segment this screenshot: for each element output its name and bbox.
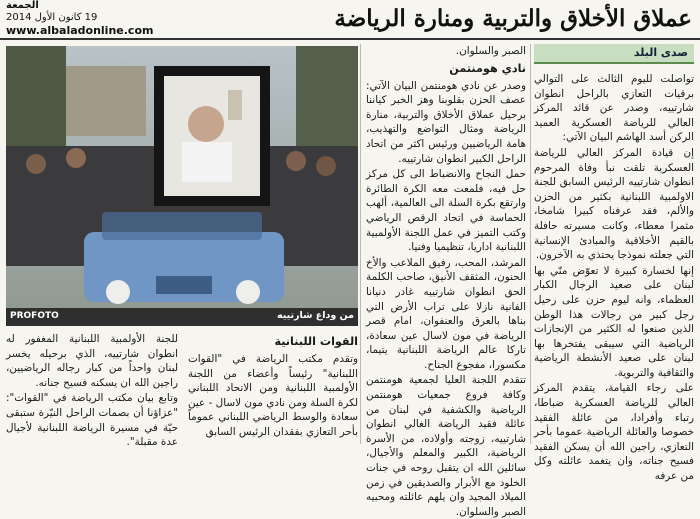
paragraph: على رجاء القيامة، يتقدم المركز العالي للرياضة العسكرية ضباطا، رتباء وأفرادا، من عائلة الفقيد خصوصا والعائلة الرياضية عموما بأحر التعازي، راجين الله أن يسكن الفقيد فسيح جناته، وان يتغمد عائلته وكل من عرفه — [534, 382, 694, 483]
paragraph: وصدر عن نادي هومنتمن البيان الآتي: عصف الحزن بقلوبنا وهز الخبر كياننا برحيل عملاق الأخلاق والتربية، منارة الرياضة ومثال التواضع والتهذيب، هامة الرياضيين ورئيس اكثر من اتحاد الراحل الكبير انطوان شارتييه. — [366, 79, 526, 165]
subhead-homenetmen: نادي هومنتمن — [449, 61, 526, 75]
paragraph: إنها لخسارة كبيرة لا تعوّض منّي بها لبنان على صعيد الرجال الكبار العظماء، وانه ليوم حزن على رحيل رجل كبير من رجالات هذا الوطن الذين صنعوا له الكثير من الإنجازات الرياضية التي سيبقى يفتخرها بها لبنان على صعيد الأنشطة الرياضية والثقافية والتربوية. — [534, 264, 694, 379]
sub-column-continuation — [6, 332, 178, 449]
photo-illustration — [6, 46, 358, 326]
column-divider — [360, 44, 361, 444]
site-url[interactable]: www.albaladonline.com — [6, 24, 154, 37]
paragraph: وتقدم مكتب الرياضة في "القوات اللبنانية" رئيساً وأعضاء من اللجنة الأولمبية اللبنانية ومن الاتحاد اللبناني لكرة السلة ومن نادي مون لاسال - عين سعادة والوسط الرياضي اللبناني عموماً بأحر التعازي بفقدان الرئيس السابق — [188, 353, 358, 438]
issue-day: الجمعة — [6, 0, 39, 11]
paragraph: تواصلت لليوم الثالث على التوالي برقيات التعازي بالراحل انطوان شارتييه، وصدر عن قائد المركز العالي للرياضة العسكرية العميد الركن أسد الهاشم البيان الآتي: — [534, 73, 694, 144]
paragraph: إن قيادة المركز العالي للرياضة العسكرية تلقت نبأ وفاة المرحوم انطوان شارتييه الرئيس السابق للجنة الاولمبية اللبنانية بكثير من الحزن والألم، فقد عرفناه كبيرا شامخا، مثمرا معطاء، وكانت مسيرته حافلة بالقيم الأخلاقية والمبادئ الإنسانية التي جعلته نموذجا يحتذي به الآخرون. — [534, 146, 694, 262]
headline: عملاق الأخلاق والتربية ومنارة الرياضة — [334, 5, 692, 32]
paragraph: وتابع بيان مكتب الرياضة في "القوات": "عزاؤنا أن بصمات الراحل النيّرة ستبقى حيّة في مسيرة الرياضة اللبنانية لأجيال عدة مقبلة". — [6, 392, 178, 449]
paragraph: المرشد، المحب، رفيق الملاعب والأخ الحنون، المثقف الأنيق، صاحب الكلمة الحق انطوان شارتييه غادر دنيانا الفانية نازلا على تراب الأرض التي بناها بالعرق والعنفوان، امام قصر الرياضة في مون لاسال عين سعادة، تاركا عالم الرياضة اللبنانية يتيما، مكسورا، مفجوع الجناح. — [366, 256, 526, 371]
dateline — [6, 0, 154, 38]
column-right — [534, 44, 694, 483]
paragraph: حمل النجاح والانضباط الى كل مركز حل فيه، فلمعت معه الكرة الطائرة وارتقع بكرة السلة الى العالمية، ألهب الحماسة في اتحاد الرقص الرياضي وكتب التميز في عمل اللجنة الأولمبية اللبنانية اداريا، تنظيميا وفنيا. — [366, 168, 526, 254]
column-middle — [366, 44, 526, 518]
column-divider — [530, 44, 531, 444]
paragraph: الصبر والسلوان. — [455, 45, 526, 57]
issue-date: 19 كانون الأول 2014 — [6, 12, 98, 23]
paragraph: للجنة الأولمبية اللبنانية المغفور له انطوان شارتييه، الذي برحيله يخسر لبنان واحداً من كبار رجاله الرياضيين، راجين الله ان يسكنه فسيح جنانه. — [6, 333, 178, 389]
masthead — [0, 0, 700, 38]
news-photo — [6, 46, 358, 326]
sub-column-lebanese-forces — [188, 332, 358, 444]
header-rule — [0, 38, 700, 40]
subhead-lebanese-forces: القوات اللبنانية — [274, 335, 358, 348]
photo-credit: PROFOTO — [10, 311, 59, 322]
column-left — [6, 44, 358, 449]
photo-caption: من وداع شارتييه — [276, 310, 354, 322]
section-tag: صدى البلد — [534, 44, 694, 64]
paragraph: تتقدم اللجنة العليا لجمعية هومنتمن وكافة فروع جمعيات هومنتمن الرياضية والكشفية في لبنان من عائلة فقيد الرياضة الغالي انطوان شارتييه، زوجته وأولاده، من الأسرة الرياضية، الكبير والمعلم والأجيال، سائلين الله ان يتقبل روحه في جنات الخلود مع الأبرار والصديقين في زمن الميلاد المجيد وان يلهم عائلته ومحبيه الصبر والسلوان. — [366, 374, 526, 518]
